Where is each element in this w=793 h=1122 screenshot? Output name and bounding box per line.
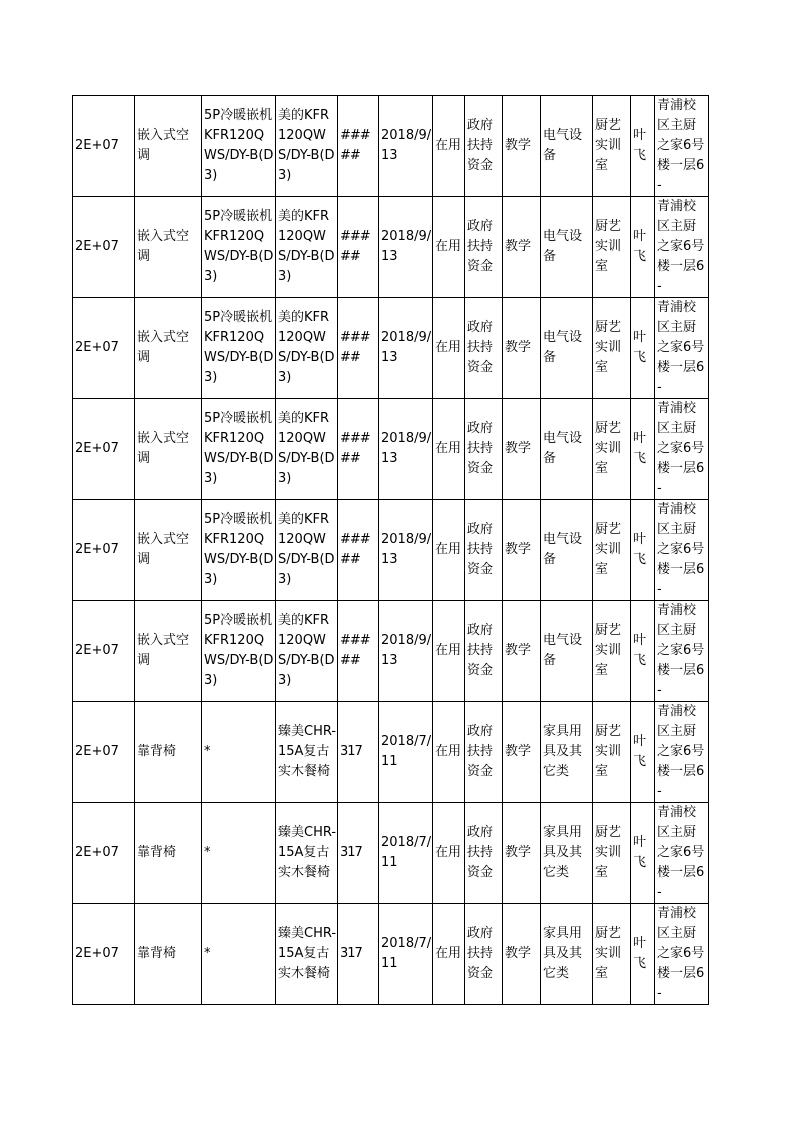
department-cell: 厨艺实训室 xyxy=(593,96,631,197)
model-cell: 美的KFR120QWS/DY-B(D3) xyxy=(276,197,338,298)
asset-code-cell: 2E+07 xyxy=(73,601,135,702)
price-cell: 317 xyxy=(338,904,379,1005)
asset-code-cell: 2E+07 xyxy=(73,904,135,1005)
item-name-cell: * xyxy=(202,803,276,904)
usage-cell: 教学 xyxy=(503,702,541,803)
usage-cell: 教学 xyxy=(503,601,541,702)
date-cell: 2018/7/11 xyxy=(379,803,433,904)
table-row xyxy=(73,197,709,298)
funding-cell: 政府扶持资金 xyxy=(465,298,503,399)
date-cell: 2018/9/13 xyxy=(379,197,433,298)
keeper-cell: 叶飞 xyxy=(631,500,655,601)
asset-type-cell: 电气设备 xyxy=(541,601,593,702)
model-cell: 美的KFR120QWS/DY-B(D3) xyxy=(276,601,338,702)
keeper-cell: 叶飞 xyxy=(631,702,655,803)
keeper-cell: 叶飞 xyxy=(631,96,655,197)
location-cell: 青浦校区主厨之家6号楼一层6- xyxy=(655,500,709,601)
funding-cell: 政府扶持资金 xyxy=(465,197,503,298)
table-row xyxy=(73,96,709,197)
price-cell: ##### xyxy=(338,197,379,298)
status-cell: 在用 xyxy=(433,197,465,298)
location-cell: 青浦校区主厨之家6号楼一层6- xyxy=(655,399,709,500)
asset-type-cell: 电气设备 xyxy=(541,197,593,298)
model-cell: 美的KFR120QWS/DY-B(D3) xyxy=(276,500,338,601)
date-cell: 2018/9/13 xyxy=(379,399,433,500)
department-cell: 厨艺实训室 xyxy=(593,904,631,1005)
price-cell: ##### xyxy=(338,96,379,197)
keeper-cell: 叶飞 xyxy=(631,399,655,500)
table-row xyxy=(73,298,709,399)
category-cell: 嵌入式空调 xyxy=(135,197,202,298)
funding-cell: 政府扶持资金 xyxy=(465,601,503,702)
price-cell: 317 xyxy=(338,702,379,803)
date-cell: 2018/9/13 xyxy=(379,601,433,702)
department-cell: 厨艺实训室 xyxy=(593,197,631,298)
usage-cell: 教学 xyxy=(503,298,541,399)
location-cell: 青浦校区主厨之家6号楼一层6- xyxy=(655,904,709,1005)
location-cell: 青浦校区主厨之家6号楼一层6- xyxy=(655,803,709,904)
category-cell: 嵌入式空调 xyxy=(135,399,202,500)
model-cell: 美的KFR120QWS/DY-B(D3) xyxy=(276,96,338,197)
status-cell: 在用 xyxy=(433,803,465,904)
item-name-cell: 5P冷暖嵌机KFR120QWS/DY-B(D3) xyxy=(202,197,276,298)
model-cell: 臻美CHR-15A复古实木餐椅 xyxy=(276,702,338,803)
price-cell: ##### xyxy=(338,399,379,500)
funding-cell: 政府扶持资金 xyxy=(465,702,503,803)
asset-type-cell: 家具用具及其它类 xyxy=(541,702,593,803)
usage-cell: 教学 xyxy=(503,197,541,298)
location-cell: 青浦校区主厨之家6号楼一层6- xyxy=(655,197,709,298)
location-cell: 青浦校区主厨之家6号楼一层6- xyxy=(655,601,709,702)
department-cell: 厨艺实训室 xyxy=(593,298,631,399)
funding-cell: 政府扶持资金 xyxy=(465,399,503,500)
category-cell: 靠背椅 xyxy=(135,702,202,803)
model-cell: 臻美CHR-15A复古实木餐椅 xyxy=(276,803,338,904)
table-row xyxy=(73,500,709,601)
department-cell: 厨艺实训室 xyxy=(593,399,631,500)
item-name-cell: 5P冷暖嵌机KFR120QWS/DY-B(D3) xyxy=(202,601,276,702)
date-cell: 2018/7/11 xyxy=(379,904,433,1005)
price-cell: ##### xyxy=(338,500,379,601)
funding-cell: 政府扶持资金 xyxy=(465,803,503,904)
funding-cell: 政府扶持资金 xyxy=(465,96,503,197)
date-cell: 2018/9/13 xyxy=(379,96,433,197)
location-cell: 青浦校区主厨之家6号楼一层6- xyxy=(655,96,709,197)
item-name-cell: 5P冷暖嵌机KFR120QWS/DY-B(D3) xyxy=(202,96,276,197)
status-cell: 在用 xyxy=(433,601,465,702)
category-cell: 嵌入式空调 xyxy=(135,96,202,197)
usage-cell: 教学 xyxy=(503,904,541,1005)
department-cell: 厨艺实训室 xyxy=(593,500,631,601)
department-cell: 厨艺实训室 xyxy=(593,702,631,803)
category-cell: 靠背椅 xyxy=(135,904,202,1005)
usage-cell: 教学 xyxy=(503,803,541,904)
item-name-cell: * xyxy=(202,702,276,803)
asset-code-cell: 2E+07 xyxy=(73,803,135,904)
asset-code-cell: 2E+07 xyxy=(73,702,135,803)
status-cell: 在用 xyxy=(433,399,465,500)
table-row xyxy=(73,803,709,904)
item-name-cell: 5P冷暖嵌机KFR120QWS/DY-B(D3) xyxy=(202,500,276,601)
status-cell: 在用 xyxy=(433,702,465,803)
usage-cell: 教学 xyxy=(503,96,541,197)
usage-cell: 教学 xyxy=(503,500,541,601)
department-cell: 厨艺实训室 xyxy=(593,601,631,702)
asset-type-cell: 家具用具及其它类 xyxy=(541,904,593,1005)
keeper-cell: 叶飞 xyxy=(631,803,655,904)
status-cell: 在用 xyxy=(433,96,465,197)
funding-cell: 政府扶持资金 xyxy=(465,904,503,1005)
date-cell: 2018/9/13 xyxy=(379,298,433,399)
status-cell: 在用 xyxy=(433,904,465,1005)
keeper-cell: 叶飞 xyxy=(631,197,655,298)
table-row xyxy=(73,399,709,500)
category-cell: 嵌入式空调 xyxy=(135,601,202,702)
price-cell: ##### xyxy=(338,601,379,702)
asset-table xyxy=(72,95,709,1005)
item-name-cell: * xyxy=(202,904,276,1005)
asset-code-cell: 2E+07 xyxy=(73,298,135,399)
asset-code-cell: 2E+07 xyxy=(73,399,135,500)
model-cell: 美的KFR120QWS/DY-B(D3) xyxy=(276,399,338,500)
category-cell: 嵌入式空调 xyxy=(135,500,202,601)
status-cell: 在用 xyxy=(433,298,465,399)
item-name-cell: 5P冷暖嵌机KFR120QWS/DY-B(D3) xyxy=(202,298,276,399)
funding-cell: 政府扶持资金 xyxy=(465,500,503,601)
category-cell: 嵌入式空调 xyxy=(135,298,202,399)
table-row xyxy=(73,601,709,702)
asset-type-cell: 电气设备 xyxy=(541,96,593,197)
asset-code-cell: 2E+07 xyxy=(73,500,135,601)
location-cell: 青浦校区主厨之家6号楼一层6- xyxy=(655,702,709,803)
date-cell: 2018/7/11 xyxy=(379,702,433,803)
keeper-cell: 叶飞 xyxy=(631,298,655,399)
asset-code-cell: 2E+07 xyxy=(73,197,135,298)
asset-type-cell: 电气设备 xyxy=(541,399,593,500)
keeper-cell: 叶飞 xyxy=(631,904,655,1005)
price-cell: ##### xyxy=(338,298,379,399)
status-cell: 在用 xyxy=(433,500,465,601)
table-row xyxy=(73,702,709,803)
keeper-cell: 叶飞 xyxy=(631,601,655,702)
asset-type-cell: 电气设备 xyxy=(541,298,593,399)
asset-type-cell: 家具用具及其它类 xyxy=(541,803,593,904)
asset-code-cell: 2E+07 xyxy=(73,96,135,197)
model-cell: 美的KFR120QWS/DY-B(D3) xyxy=(276,298,338,399)
department-cell: 厨艺实训室 xyxy=(593,803,631,904)
category-cell: 靠背椅 xyxy=(135,803,202,904)
price-cell: 317 xyxy=(338,803,379,904)
table-row xyxy=(73,904,709,1005)
location-cell: 青浦校区主厨之家6号楼一层6- xyxy=(655,298,709,399)
table-body xyxy=(73,96,709,1005)
model-cell: 臻美CHR-15A复古实木餐椅 xyxy=(276,904,338,1005)
item-name-cell: 5P冷暖嵌机KFR120QWS/DY-B(D3) xyxy=(202,399,276,500)
date-cell: 2018/9/13 xyxy=(379,500,433,601)
asset-type-cell: 电气设备 xyxy=(541,500,593,601)
usage-cell: 教学 xyxy=(503,399,541,500)
